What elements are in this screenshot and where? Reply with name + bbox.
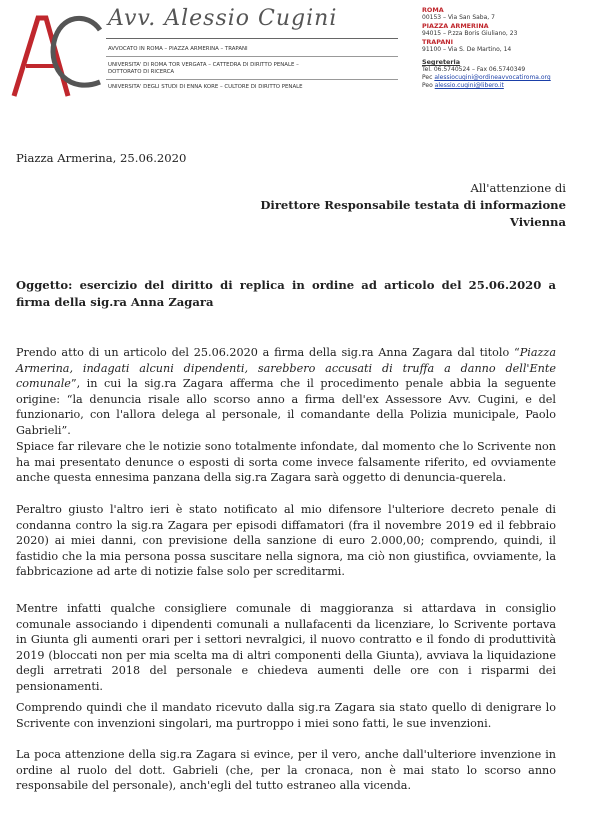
body-paragraph: Spiace far rilevare che le notizie sono totalmente infondate, dal momento che lo Scrivente non ha mai presentato denunce o esposti di sorta come invece falsamente riferito, ed ovviamente anche questa ennesima panzana della sig.ra Zagara sarà oggetto di denuncia-querela. xyxy=(16,440,556,484)
body-paragraph xyxy=(16,345,556,438)
ac-logo xyxy=(8,4,104,100)
peo-line xyxy=(422,82,598,90)
body-paragraph: Peraltro giusto l'altro ieri è stato notificato al mio difensore l'ulteriore decreto penale di condanna contro la sig.ra Zagara per episodi diffamatori (fra il novembre 2019 ed il febbraio 2020) ai miei danni, con previsione della sanzione di euro 2.000,00; comprendo, quindi, il fastidio che la mia persona possa suscitare nella signora, ma ciò non giustifica, ovviamente, la fabbricazione ad arte di notizie false solo per screditarmi. xyxy=(16,503,556,578)
affiliation-line: AVVOCATO IN ROMA – PIAZZA ARMERINA – TRAPANI xyxy=(108,46,248,52)
paragraph-text: ”, in cui la sig.ra Zagara afferma che il procedimento penale abbia la seguente origine: “la denuncia risale allo scorso anno a firma dell'ex Assessore Avv. Cugini, e del funzionario, con l'allora delega al personale, il comandante della Polizia municipale, Paolo Gabrieli”. xyxy=(16,377,556,437)
affiliation-line: UNIVERSITA' DEGLI STUDI DI ENNA KORE – CULTORE DI DIRITTO PENALE xyxy=(108,84,303,90)
name-divider xyxy=(106,38,398,39)
office-addresses xyxy=(422,6,598,90)
recipient-block xyxy=(260,180,566,231)
affiliation-divider xyxy=(106,79,398,80)
office-city: TRAPANI xyxy=(422,38,453,46)
peo-label: Peo xyxy=(422,82,433,89)
office-address: 91100 – Via S. De Martino, 14 xyxy=(422,46,512,53)
pec-label: Pec xyxy=(422,74,433,81)
body-paragraph: Mentre infatti qualche consigliere comunale di maggioranza si attardava in consiglio comunale associando i dipendenti comunali a nullafacenti da licenziare, lo Scrivente portava in Giunta gli aumenti orari per i settori nevralgici, il nuovo contratto e il fondo di produttività 2019 (bloccati non per mia scelta ma di altri componenti della Giunta), avviava la liquidazione degli arretrati 2018 del personale e chiedeva aumenti delle ore con i risparmi dei pensionamenti. xyxy=(16,602,556,693)
office-address: 94015 – P.zza Boris Giuliano, 23 xyxy=(422,30,518,37)
peo-email-link[interactable]: alessio.cugini@libero.it xyxy=(434,82,504,89)
body-paragraph: La poca attenzione della sig.ra Zagara si evince, per il vero, anche dall'ulteriore invenzione in ordine al ruolo del dott. Gabrieli (che, per la cronaca, non è mai stato lo scorso anno responsabile del personale), anch'egli del tutto estraneo alla vicenda. xyxy=(16,748,556,792)
affiliation-line: DOTTORATO DI RICERCA xyxy=(108,69,175,75)
body-paragraph: Comprendo quindi che il mandato ricevuto dalla sig.ra Zagara sia stato quello di denigrare lo Scrivente con invenzioni singolari, ma purtroppo i miei sono fatti, le sue invenzioni. xyxy=(16,701,556,730)
office-city: PIAZZA ARMERINA xyxy=(422,22,489,30)
letterhead xyxy=(0,0,600,112)
recipient-line: All'attenzione di xyxy=(470,181,566,195)
pec-line xyxy=(422,74,598,82)
pec-email-link[interactable]: alessiocugini@ordineavvocatiroma.org xyxy=(434,74,551,81)
lawyer-name: Avv. Alessio Cugini xyxy=(108,6,338,31)
recipient-line: Direttore Responsabile testata di informazione xyxy=(260,198,566,212)
office-address: 00153 – Via San Saba, 7 xyxy=(422,14,495,21)
place-date: Piazza Armerina, 25.06.2020 xyxy=(16,151,187,165)
subject-line: Oggetto: esercizio del diritto di replica in ordine ad articolo del 25.06.2020 a firma della sig.ra Anna Zagara xyxy=(16,278,556,309)
office-city: ROMA xyxy=(422,6,444,14)
recipient-line: Vivienna xyxy=(509,215,566,229)
secretariat-label: Segreteria xyxy=(422,58,461,66)
phone-fax: Tel. 06.5740524 – Fax 06.5740349 xyxy=(422,66,526,73)
article-title: Piazza Armerina, indagati alcuni dipendenti, sarebbero accusati di truffa a danno dell'Ente comunale xyxy=(16,346,556,390)
affiliation-line: UNIVERSITA' DI ROMA TOR VERGATA – CATTEDRA DI DIRITTO PENALE – xyxy=(108,62,299,68)
paragraph-text: Prendo atto di un articolo del 25.06.2020 a firma della sig.ra Anna Zagara dal titolo “ xyxy=(16,346,520,359)
affiliation-divider xyxy=(106,56,398,57)
